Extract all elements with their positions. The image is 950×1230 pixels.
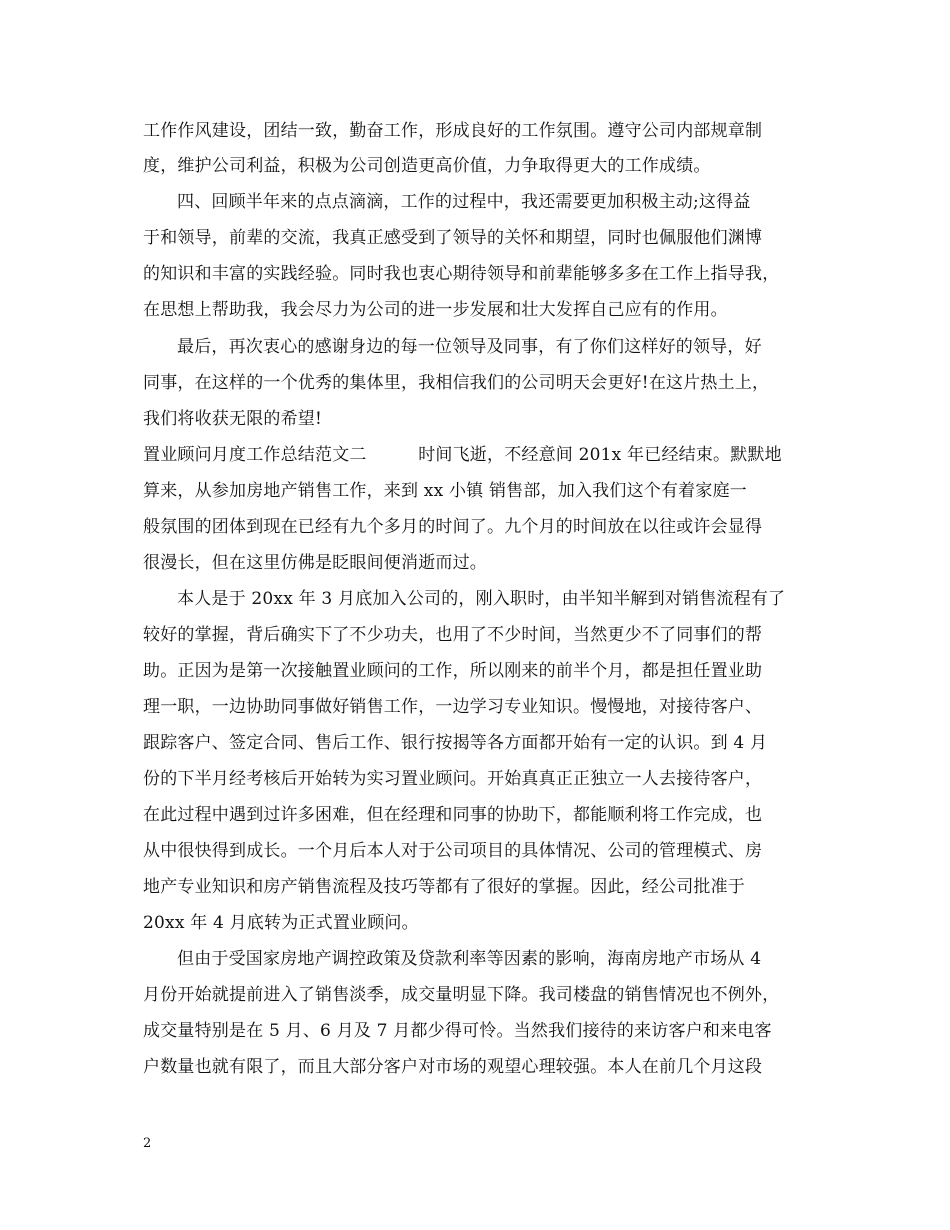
body-text-line: 月份开始就提前进入了销售淡季，成交量明显下降。我司楼盘的销售情况也不例外， [143,985,780,1005]
body-text-line: 很漫长，但在这里仿佛是眨眼间便消逝而过。 [143,553,487,573]
body-text-line: 成交量特别是在 5 月、6 月及 7 月都少得可怜。当然我们接待的来访客户和来电客 [143,1021,772,1041]
body-text-line: 本人是于 20xx 年 3 月底加入公司的，刚入职时，由半知半解到对销售流程有了 [177,589,786,609]
body-text-line: 理一职，一边协助同事做好销售工作，一边学习专业知识。慢慢地，对接待客户、 [143,697,763,717]
body-text-line: 同事，在这样的一个优秀的集体里，我相信我们的公司明天会更好!在这片热土上， [143,373,770,393]
body-text-line: 但由于受国家房地产调控政策及贷款利率等因素的影响，海南房地产市场从 4 [177,949,762,969]
body-text-line: 20xx 年 4 月底转为正式置业顾问。 [143,913,419,933]
body-text-line: 跟踪客户、签定合同、售后工作、银行按揭等各方面都开始有一定的认识。到 4 月 [143,733,768,753]
body-text-line: 最后，再次衷心的感谢身边的每一位领导及同事，有了你们这样好的领导，好 [177,337,762,357]
body-text-line: 于和领导，前辈的交流，我真正感受到了领导的关怀和期望，同时也佩服他们渊博 [143,228,763,248]
body-text-line: 户数量也就有限了，而且大部分客户对市场的观望心理较强。本人在前几个月这段 [143,1057,763,1077]
body-text-line: 地产专业知识和房产销售流程及技巧等都有了很好的掌握。因此，经公司批准于 [143,877,745,897]
body-text-line: 四、回顾半年来的点点滴滴，工作的过程中，我还需要更加积极主动;这得益 [177,192,751,212]
body-text-line: 我们将收获无限的希望! [143,409,323,429]
body-text-line: 算来，从参加房地产销售工作，来到 xx 小镇 销售部，加入我们这个有着家庭一 [143,481,747,501]
body-text-line: 份的下半月经考核后开始转为实习置业顾问。开始真真正正独立一人去接待客户， [143,769,763,789]
body-text-line: 般氛围的团体到现在已经有九个多月的时间了。九个月的时间放在以往或许会显得 [143,517,763,537]
section-heading-line: 置业顾问月度工作总结范文二 时间飞逝，不经意间 201x 年已经结束。默默地 [143,445,782,465]
body-text-line: 从中很快得到成长。一个月后本人对于公司项目的具体情况、公司的管理模式、房 [143,841,763,861]
body-text-line: 的知识和丰富的实践经验。同时我也衷心期待领导和前辈能够多多在工作上指导我， [143,264,780,284]
body-text-line: 度，维护公司利益，积极为公司创造更高价值，力争取得更大的工作成绩。 [143,156,711,176]
body-text-line: 在此过程中遇到过许多困难，但在经理和同事的协助下，都能顺利将工作完成，也 [143,805,763,825]
body-text-line: 较好的掌握，背后确实下了不少功夫，也用了不少时间，当然更少不了同事们的帮 [143,625,763,645]
body-text-line: 在思想上帮助我，我会尽力为公司的进一步发展和壮大发挥自己应有的作用。 [143,300,728,320]
body-text-line: 工作作风建设，团结一致，勤奋工作，形成良好的工作氛围。遵守公司内部规章制 [143,121,763,141]
body-text-line: 助。正因为是第一次接触置业顾问的工作，所以刚来的前半个月，都是担任置业助 [143,661,763,681]
page-number: 2 [143,1136,152,1151]
